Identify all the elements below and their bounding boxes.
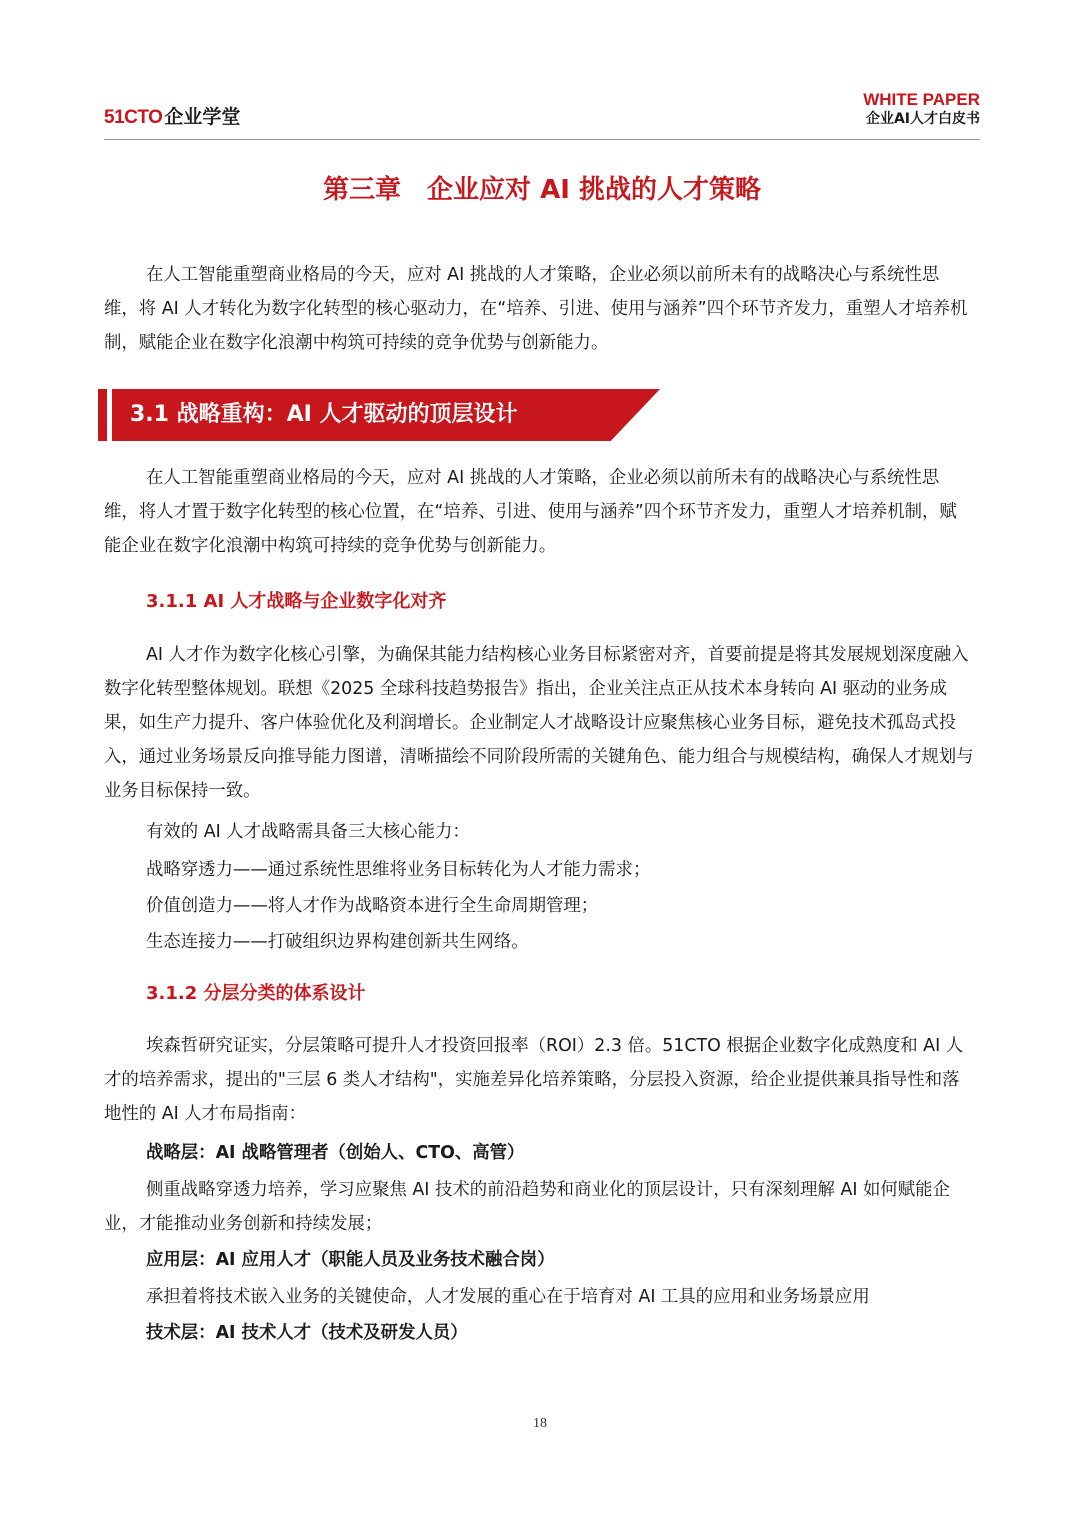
section-3-1-2-paragraph-text: 埃森哲研究证实，分层策略可提升人才投资回报率（ROI）2.3 倍。51CTO 根据企业数字化成熟度和 AI 人才的培养需求，提出的"三层 6 类人才结构"，实施差异化培养策略，分层投入资源，给企业提供兼具指导性和落地性的 AI 人才布局指南： [104,1036,964,1124]
capability-item: 战略穿透力——通过系统性思维将业务目标转化为人才能力需求； [146,860,651,880]
capability-item: 价值创造力——将人才作为战略资本进行全生命周期管理； [146,896,599,916]
white-paper-label [863,90,980,128]
section-3-1-2-paragraph [104,1029,974,1131]
page-header [104,88,980,140]
section-3-1-paragraph-text: 在人工智能重塑商业格局的今天，应对 AI 挑战的人才策略，企业必须以前所未有的战略决心与系统性思维，将人才置于数字化转型的核心位置，在“培养、引进、使用与涵养”四个环节齐发力，重塑人才培养机制，赋能企业在数字化浪潮中构筑可持续的竞争优势与创新能力。 [104,468,957,556]
brand-logo [104,102,240,129]
section-3-1-title: 3.1 战略重构：AI 人才驱动的顶层设计 [130,402,518,427]
header-divider [104,139,980,140]
technical-layer-title: 技术层：AI 技术人才（技术及研发人员） [146,1323,468,1343]
banner-accent [98,389,107,441]
section-3-1-banner [98,389,660,441]
section-3-1-1-title: 3.1.1 AI 人才战略与企业数字化对齐 [146,591,447,612]
application-layer-text: 承担着将技术嵌入业务的关键使命，人才发展的重心在于培育对 AI 工具的应用和业务场景应用 [146,1287,870,1307]
intro-paragraph [104,258,974,360]
page-number: 18 [533,1416,547,1431]
white-paper-title: WHITE PAPER [863,90,980,109]
capabilities-intro: 有效的 AI 人才战略需具备三大核心能力： [146,822,470,842]
logo-number: 51CTO [104,107,163,128]
section-3-1-paragraph [104,461,974,563]
logo-name: 企业学堂 [164,106,241,128]
intro-paragraph-text: 在人工智能重塑商业格局的今天，应对 AI 挑战的人才策略，企业必须以前所未有的战略决心与系统性思维，将 AI 人才转化为数字化转型的核心驱动力，在“培养、引进、使用与涵养”四个环节齐发力，重塑人才培养机制，赋能企业在数字化浪潮中构筑可持续的竞争优势与创新能力。 [104,265,968,353]
white-paper-subtitle: 企业AI人才白皮书 [865,111,980,127]
application-layer-title: 应用层：AI 应用人才（职能人员及业务技术融合岗） [146,1250,555,1270]
section-3-1-1-paragraph [104,638,974,808]
capability-item: 生态连接力——打破组织边界构建创新共生网络。 [146,932,529,952]
strategy-layer-text: 侧重战略穿透力培养，学习应聚焦 AI 技术的前沿趋势和商业化的顶层设计，只有深刻理解 AI 如何赋能企业，才能推动业务创新和持续发展； [104,1180,950,1234]
strategy-layer-title: 战略层：AI 战略管理者（创始人、CTO、高管） [146,1143,525,1163]
section-3-1-2-title: 3.1.2 分层分类的体系设计 [146,983,366,1004]
section-3-1-1-paragraph-text: AI 人才作为数字化核心引擎，为确保其能力结构核心业务目标紧密对齐，首要前提是将其发展规划深度融入数字化转型整体规划。联想《2025 全球科技趋势报告》指出，企业关注点正从技术本身转向 AI 驱动的业务成果，如生产力提升、客户体验优化及利润增长。企业制定人才战略设计应聚焦核心业务目标，避免技术孤岛式投入，通过业务场景反向推导能力图谱，清晰描绘不同阶段所需的关键角色、能力组合与规模结构，确保人才规划与业务目标保持一致。 [104,645,974,801]
chapter-title: 第三章 企业应对 AI 挑战的人才策略 [323,175,761,205]
strategy-layer-paragraph [104,1173,974,1241]
